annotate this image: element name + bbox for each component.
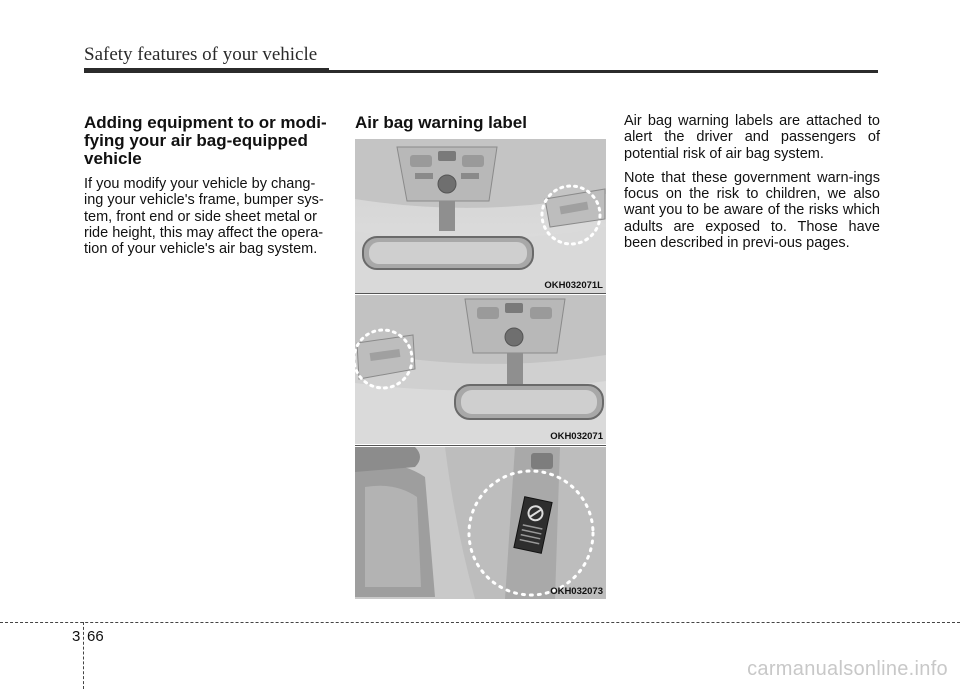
overhead-console-illustration-2 bbox=[355, 295, 606, 444]
figure-code-2: OKH032071 bbox=[550, 431, 603, 442]
footer-rule bbox=[0, 622, 960, 623]
figure-divider-2 bbox=[355, 445, 606, 446]
section-heading-warning-label: Air bag warning label bbox=[355, 113, 527, 132]
chapter-number: 3 bbox=[72, 628, 81, 645]
door-pillar-illustration bbox=[355, 447, 606, 599]
figure-door-pillar-label bbox=[355, 447, 606, 599]
body-line-3: tem, front end or side sheet metal or bbox=[84, 208, 317, 225]
body-line-4: ride height, this may affect the opera- bbox=[84, 224, 324, 241]
body-line-5: tion of your vehicle's air bag system. bbox=[84, 241, 318, 258]
modifying-body-text bbox=[84, 176, 336, 257]
body-line-1: If you modify your vehicle by chang- bbox=[84, 176, 316, 192]
header-rule-accent bbox=[84, 68, 329, 73]
page-number: 66 bbox=[87, 628, 104, 645]
heading-line-3: vehicle bbox=[84, 149, 142, 168]
watermark: carmanualsonline.info bbox=[747, 658, 948, 680]
page-header-title: Safety features of your vehicle bbox=[84, 44, 318, 65]
section-heading-modifying bbox=[84, 114, 336, 168]
heading-line-1: Adding equipment to or modi- bbox=[84, 113, 327, 132]
figure-overhead-console-right-visor bbox=[355, 139, 606, 293]
right-column bbox=[624, 113, 880, 259]
figure-code-3: OKH032073 bbox=[550, 586, 603, 597]
warning-label-paragraph-2: Note that these government warn-ings focus on the risk to children, we also want you to be aware of the risks which adults are exposed to. Those have been described in previ-ous pages. bbox=[624, 169, 880, 252]
body-line-2: ing your vehicle's frame, bumper sys- bbox=[84, 192, 324, 209]
heading-line-2: fying your air bag-equipped bbox=[84, 131, 308, 150]
warning-label-paragraph-1: Air bag warning labels are attached to alert the driver and passengers of potential risk of air bag system. bbox=[624, 113, 880, 162]
figure-divider-1 bbox=[355, 293, 606, 294]
left-column bbox=[84, 114, 336, 257]
figure-code-1: OKH032071L bbox=[544, 280, 603, 291]
footer-vertical-rule bbox=[83, 622, 84, 689]
figure-overhead-console-left-visor bbox=[355, 295, 606, 444]
overhead-console-illustration bbox=[355, 139, 606, 293]
